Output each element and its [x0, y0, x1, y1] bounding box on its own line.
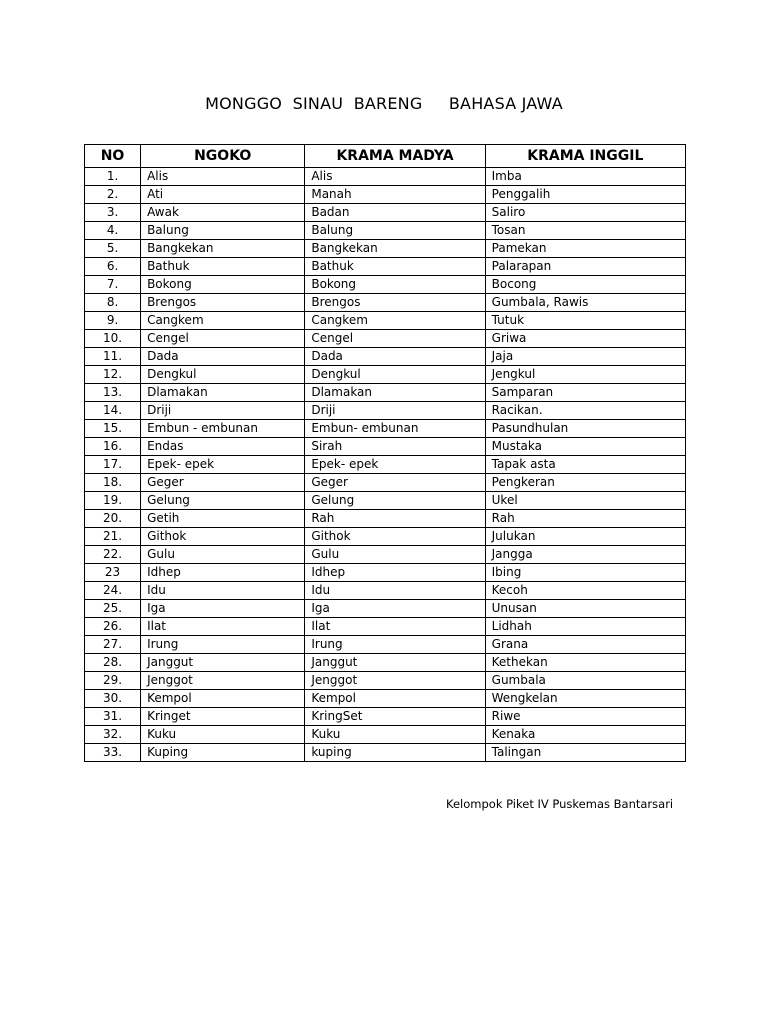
cell-ngoko: Dada [141, 348, 305, 366]
cell-no: 15. [85, 420, 141, 438]
table-row [85, 258, 686, 276]
cell-ngoko: Brengos [141, 294, 305, 312]
cell-no: 9. [85, 312, 141, 330]
table-row [85, 600, 686, 618]
cell-no: 6. [85, 258, 141, 276]
cell-krama-inggil: Kecoh [485, 582, 685, 600]
table-row [85, 672, 686, 690]
cell-krama-inggil: Gumbala [485, 672, 685, 690]
cell-krama-madya: Dada [305, 348, 485, 366]
cell-no: 16. [85, 438, 141, 456]
cell-ngoko: Balung [141, 222, 305, 240]
cell-krama-inggil: Unusan [485, 600, 685, 618]
table-row [85, 654, 686, 672]
table-row [85, 636, 686, 654]
cell-krama-madya: Janggut [305, 654, 485, 672]
cell-no: 7. [85, 276, 141, 294]
cell-ngoko: Idu [141, 582, 305, 600]
cell-no: 12. [85, 366, 141, 384]
cell-krama-inggil: Julukan [485, 528, 685, 546]
cell-krama-inggil: Grana [485, 636, 685, 654]
table-body [85, 168, 686, 762]
cell-ngoko: Getih [141, 510, 305, 528]
table-row [85, 222, 686, 240]
cell-krama-inggil: Jaja [485, 348, 685, 366]
table-row [85, 726, 686, 744]
vocabulary-table [84, 144, 686, 762]
cell-ngoko: Driji [141, 402, 305, 420]
table-row [85, 366, 686, 384]
cell-krama-inggil: Saliro [485, 204, 685, 222]
cell-ngoko: Dlamakan [141, 384, 305, 402]
cell-no: 21. [85, 528, 141, 546]
cell-krama-inggil: Palarapan [485, 258, 685, 276]
cell-krama-madya: Ilat [305, 618, 485, 636]
cell-no: 27. [85, 636, 141, 654]
cell-krama-madya: Cangkem [305, 312, 485, 330]
cell-ngoko: Irung [141, 636, 305, 654]
cell-krama-inggil: Pengkeran [485, 474, 685, 492]
cell-krama-madya: kuping [305, 744, 485, 762]
cell-krama-madya: Dengkul [305, 366, 485, 384]
header-krama-madya: KRAMA MADYA [305, 145, 485, 168]
cell-krama-inggil: Riwe [485, 708, 685, 726]
cell-ngoko: Bathuk [141, 258, 305, 276]
cell-krama-inggil: Rah [485, 510, 685, 528]
cell-krama-madya: Rah [305, 510, 485, 528]
table-row [85, 168, 686, 186]
table-row [85, 744, 686, 762]
cell-ngoko: Awak [141, 204, 305, 222]
cell-krama-madya: Idhep [305, 564, 485, 582]
cell-ngoko: Iga [141, 600, 305, 618]
cell-no: 11. [85, 348, 141, 366]
cell-krama-inggil: Tutuk [485, 312, 685, 330]
cell-krama-inggil: Tosan [485, 222, 685, 240]
table-header-row [85, 145, 686, 168]
cell-krama-inggil: Gumbala, Rawis [485, 294, 685, 312]
table-row [85, 456, 686, 474]
cell-ngoko: Dengkul [141, 366, 305, 384]
cell-ngoko: Kuping [141, 744, 305, 762]
cell-ngoko: Bangkekan [141, 240, 305, 258]
cell-ngoko: Cangkem [141, 312, 305, 330]
header-no: NO [85, 145, 141, 168]
table-row [85, 690, 686, 708]
cell-krama-madya: Cengel [305, 330, 485, 348]
cell-krama-inggil: Talingan [485, 744, 685, 762]
cell-krama-madya: Badan [305, 204, 485, 222]
cell-krama-madya: Kempol [305, 690, 485, 708]
cell-ngoko: Gelung [141, 492, 305, 510]
table-row [85, 438, 686, 456]
cell-krama-madya: Idu [305, 582, 485, 600]
cell-no: 5. [85, 240, 141, 258]
cell-no: 8. [85, 294, 141, 312]
cell-krama-madya: Dlamakan [305, 384, 485, 402]
cell-no: 32. [85, 726, 141, 744]
header-krama-inggil: KRAMA INGGIL [485, 145, 685, 168]
cell-krama-madya: Bokong [305, 276, 485, 294]
table-row [85, 294, 686, 312]
cell-krama-madya: Iga [305, 600, 485, 618]
cell-no: 25. [85, 600, 141, 618]
cell-no: 18. [85, 474, 141, 492]
table-row [85, 420, 686, 438]
footer-credit: Kelompok Piket IV Puskemas Bantarsari [446, 797, 674, 811]
cell-krama-madya: Driji [305, 402, 485, 420]
cell-ngoko: Githok [141, 528, 305, 546]
cell-ngoko: Epek- epek [141, 456, 305, 474]
table-row [85, 204, 686, 222]
table-row [85, 708, 686, 726]
header-ngoko: NGOKO [141, 145, 305, 168]
cell-ngoko: Endas [141, 438, 305, 456]
cell-krama-inggil: Kethekan [485, 654, 685, 672]
cell-krama-madya: Gulu [305, 546, 485, 564]
cell-krama-madya: Balung [305, 222, 485, 240]
cell-krama-madya: Jenggot [305, 672, 485, 690]
cell-ngoko: Kringet [141, 708, 305, 726]
table-row [85, 528, 686, 546]
cell-krama-madya: Embun- embunan [305, 420, 485, 438]
cell-krama-madya: Bangkekan [305, 240, 485, 258]
table-row [85, 330, 686, 348]
cell-krama-inggil: Griwa [485, 330, 685, 348]
cell-krama-madya: Brengos [305, 294, 485, 312]
cell-no: 2. [85, 186, 141, 204]
table-row [85, 312, 686, 330]
cell-krama-madya: Kuku [305, 726, 485, 744]
cell-krama-inggil: Racikan. [485, 402, 685, 420]
cell-krama-madya: Irung [305, 636, 485, 654]
cell-no: 22. [85, 546, 141, 564]
cell-no: 14. [85, 402, 141, 420]
cell-ngoko: Ati [141, 186, 305, 204]
table-row [85, 186, 686, 204]
cell-ngoko: Ilat [141, 618, 305, 636]
cell-ngoko: Bokong [141, 276, 305, 294]
table-row [85, 582, 686, 600]
cell-krama-inggil: Bocong [485, 276, 685, 294]
table-row [85, 348, 686, 366]
cell-krama-madya: Githok [305, 528, 485, 546]
table-row [85, 510, 686, 528]
cell-krama-inggil: Wengkelan [485, 690, 685, 708]
cell-ngoko: Alis [141, 168, 305, 186]
page-title: MONGGO SINAU BARENG BAHASA JAWA [205, 94, 563, 113]
cell-krama-madya: Epek- epek [305, 456, 485, 474]
cell-krama-inggil: Ibing [485, 564, 685, 582]
table-row [85, 546, 686, 564]
cell-krama-madya: Manah [305, 186, 485, 204]
cell-ngoko: Jenggot [141, 672, 305, 690]
cell-no: 17. [85, 456, 141, 474]
cell-krama-inggil: Jangga [485, 546, 685, 564]
table-row [85, 402, 686, 420]
table-row [85, 474, 686, 492]
cell-no: 13. [85, 384, 141, 402]
cell-krama-inggil: Ukel [485, 492, 685, 510]
cell-krama-inggil: Pasundhulan [485, 420, 685, 438]
cell-no: 10. [85, 330, 141, 348]
cell-krama-inggil: Jengkul [485, 366, 685, 384]
cell-no: 30. [85, 690, 141, 708]
table-row [85, 384, 686, 402]
cell-krama-inggil: Imba [485, 168, 685, 186]
cell-ngoko: Kuku [141, 726, 305, 744]
cell-krama-inggil: Kenaka [485, 726, 685, 744]
cell-krama-madya: Bathuk [305, 258, 485, 276]
cell-krama-inggil: Pamekan [485, 240, 685, 258]
cell-ngoko: Idhep [141, 564, 305, 582]
cell-no: 24. [85, 582, 141, 600]
cell-krama-madya: KringSet [305, 708, 485, 726]
cell-no: 20. [85, 510, 141, 528]
cell-no: 23 [85, 564, 141, 582]
cell-no: 31. [85, 708, 141, 726]
cell-krama-inggil: Tapak asta [485, 456, 685, 474]
cell-krama-madya: Geger [305, 474, 485, 492]
cell-krama-madya: Gelung [305, 492, 485, 510]
cell-no: 19. [85, 492, 141, 510]
cell-ngoko: Cengel [141, 330, 305, 348]
cell-krama-inggil: Lidhah [485, 618, 685, 636]
cell-ngoko: Kempol [141, 690, 305, 708]
cell-no: 1. [85, 168, 141, 186]
cell-krama-inggil: Mustaka [485, 438, 685, 456]
cell-no: 28. [85, 654, 141, 672]
cell-krama-inggil: Penggalih [485, 186, 685, 204]
cell-ngoko: Gulu [141, 546, 305, 564]
table-row [85, 492, 686, 510]
cell-ngoko: Janggut [141, 654, 305, 672]
cell-no: 3. [85, 204, 141, 222]
cell-ngoko: Geger [141, 474, 305, 492]
cell-ngoko: Embun - embunan [141, 420, 305, 438]
cell-no: 33. [85, 744, 141, 762]
cell-krama-madya: Alis [305, 168, 485, 186]
cell-no: 29. [85, 672, 141, 690]
table-row [85, 240, 686, 258]
cell-no: 26. [85, 618, 141, 636]
table-row [85, 276, 686, 294]
cell-no: 4. [85, 222, 141, 240]
table-row [85, 564, 686, 582]
cell-krama-madya: Sirah [305, 438, 485, 456]
table-row [85, 618, 686, 636]
cell-krama-inggil: Samparan [485, 384, 685, 402]
